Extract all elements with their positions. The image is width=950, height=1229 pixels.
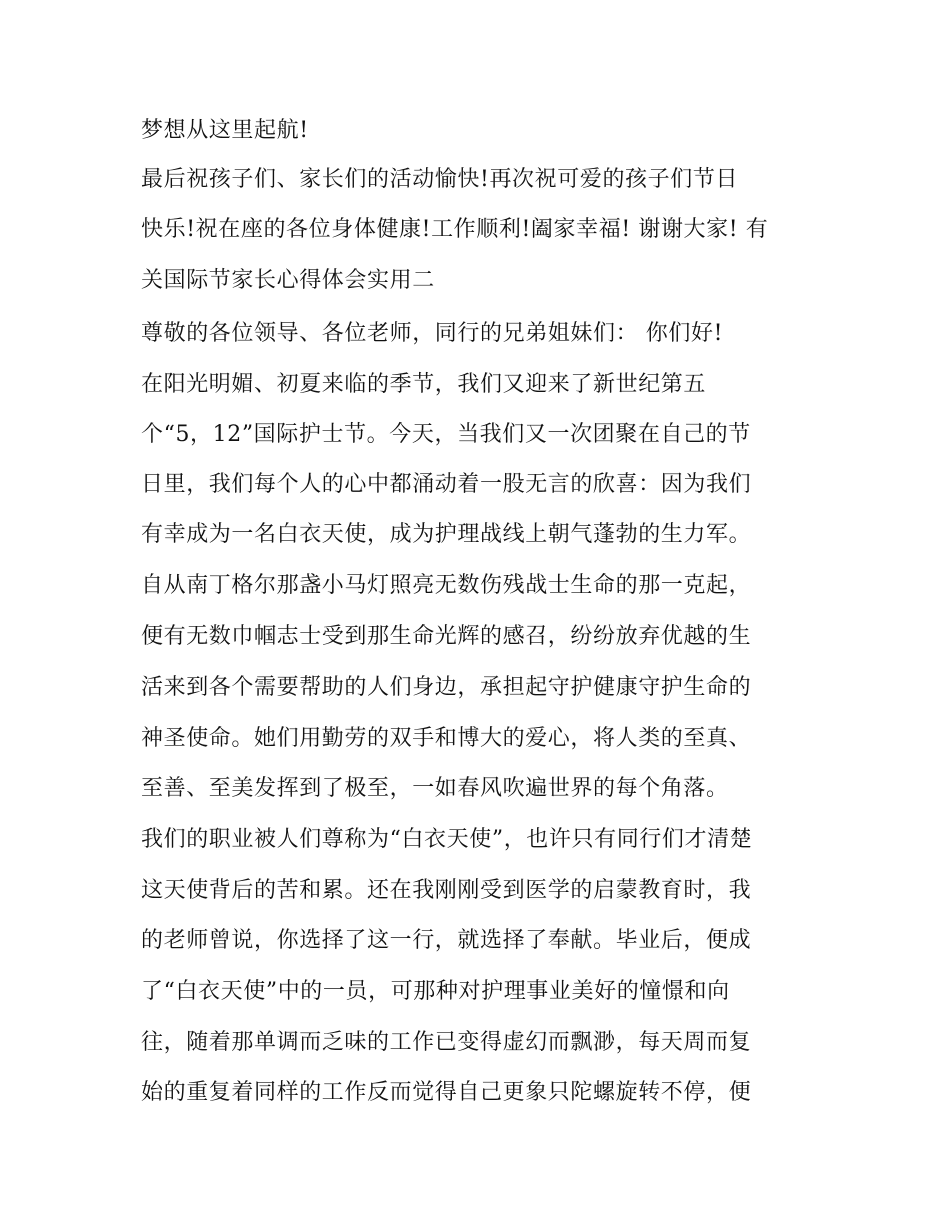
text-line: 关国际节家长心得体会实用二: [141, 268, 435, 293]
text-line: 的老师曾说，你选择了这一行，就选择了奉献。毕业后，便成: [141, 928, 752, 953]
text-line: 这天使背后的苦和累。还在我刚刚受到医学的启蒙教育时，我: [141, 878, 752, 903]
text-line: 了“白衣天使”中的一员，可那种对护理事业美好的憧憬和向: [141, 979, 730, 1004]
text-line: 快乐!祝在座的各位身体健康!工作顺利!阖家幸福! 谢谢大家! 有: [141, 217, 769, 242]
text-line: 有幸成为一名白衣天使，成为护理战线上朝气蓬勃的生力军。: [141, 522, 752, 547]
text-line: 便有无数巾帼志士受到那生命光辉的感召，纷纷放弃优越的生: [141, 624, 752, 649]
text-line: 尊敬的各位领导、各位老师，同行的兄弟姐妹们： 你们好!: [141, 321, 724, 346]
text-line: 至善、至美发挥到了极至，一如春风吹遍世界的每个角落。: [141, 776, 729, 801]
text-line: 活来到各个需要帮助的人们身边，承担起守护健康守护生命的: [141, 675, 752, 700]
text-line: 梦想从这里起航!: [141, 118, 309, 143]
text-line: 我们的职业被人们尊称为“白衣天使”，也许只有同行们才清楚: [141, 827, 753, 852]
text-line: 往，随着那单调而乏味的工作已变得虚幻而飘渺，每天周而复: [141, 1030, 752, 1055]
text-line: 自从南丁格尔那盏小马灯照亮无数伤残战士生命的那一克起，: [141, 573, 752, 598]
text-line: 个“5，12”国际护士节。今天，当我们又一次团聚在自己的节: [141, 422, 751, 447]
text-line: 日里，我们每个人的心中都涌动着一股无言的欣喜：因为我们: [141, 472, 752, 497]
text-line: 最后祝孩子们、家长们的活动愉快!再次祝可爱的孩子们节日: [141, 167, 739, 192]
text-line: 在阳光明媚、初夏来临的季节，我们又迎来了新世纪第五: [141, 372, 707, 397]
text-line: 始的重复着同样的工作反而觉得自己更象只陀螺旋转不停，便: [141, 1080, 752, 1105]
text-line: 神圣使命。她们用勤劳的双手和博大的爱心，将人类的至真、: [141, 726, 752, 751]
